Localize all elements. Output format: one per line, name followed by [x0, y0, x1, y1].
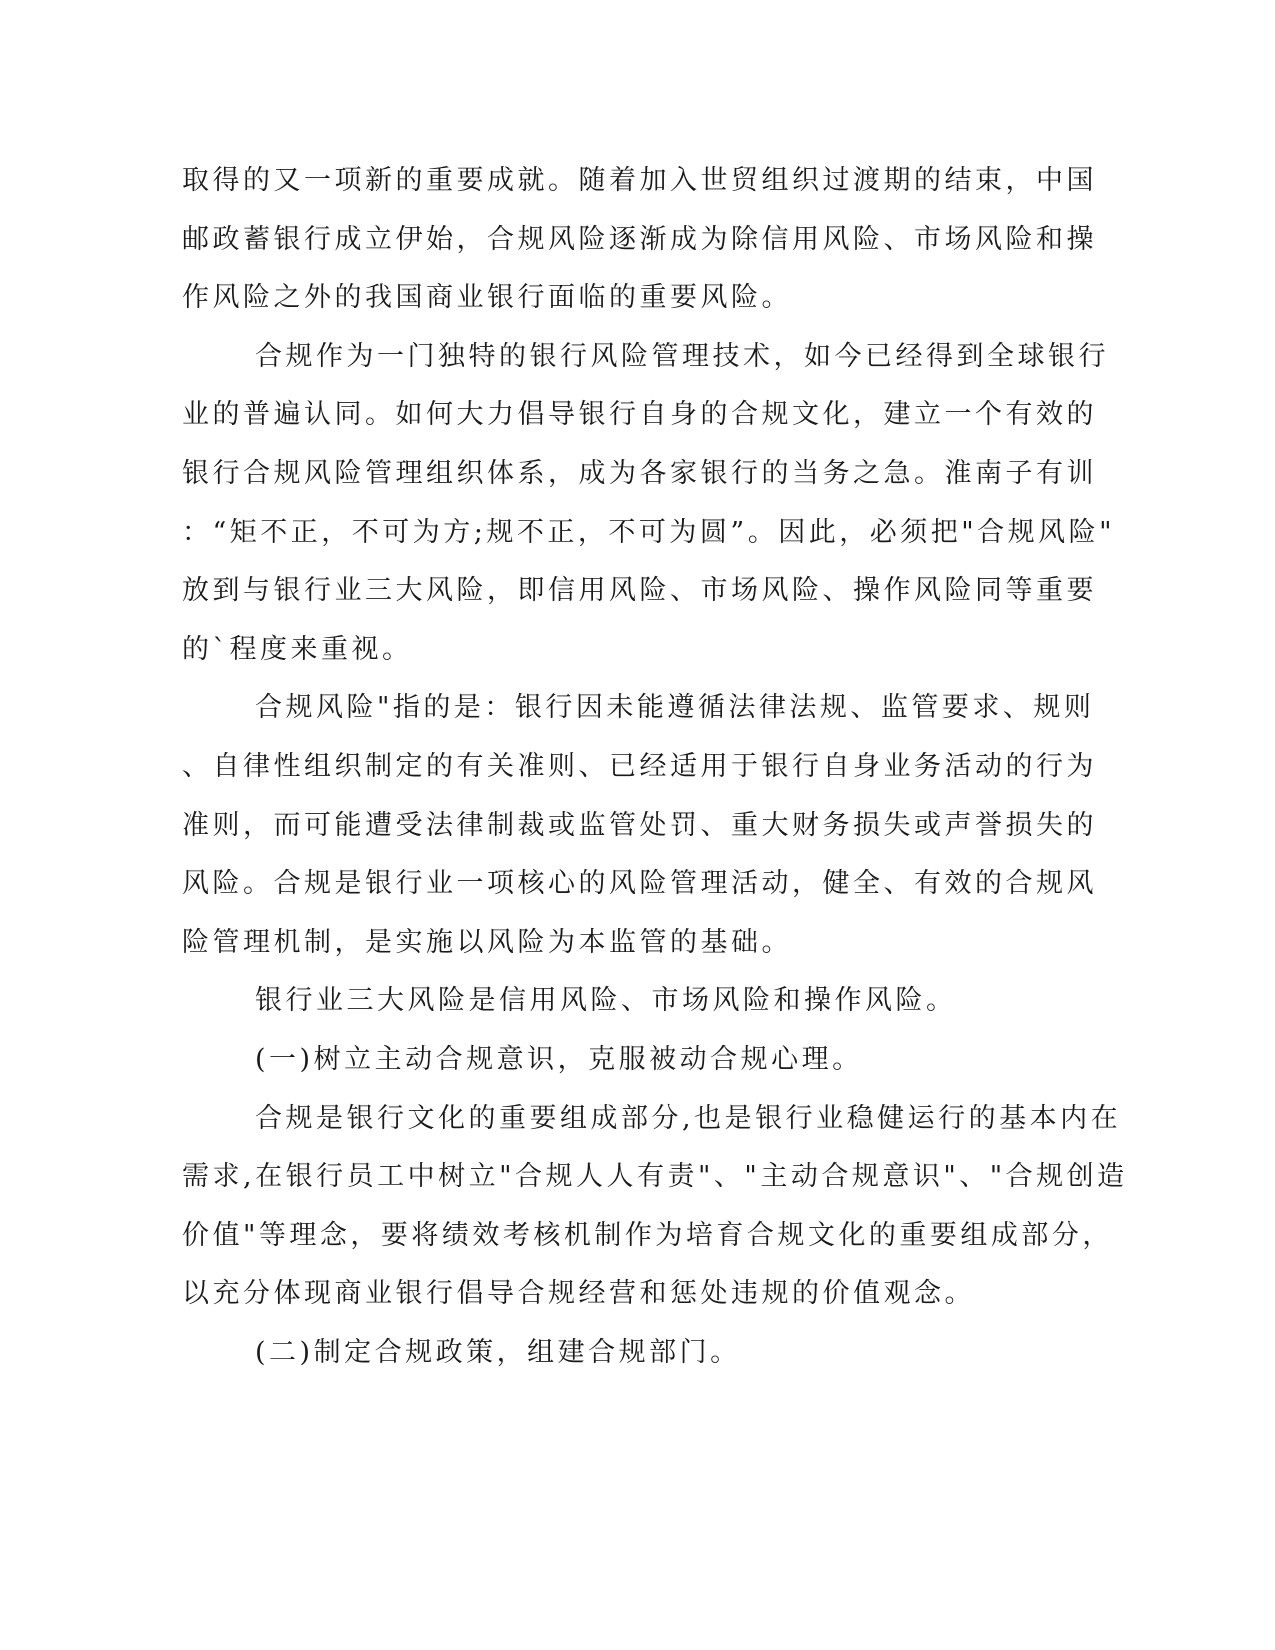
paragraph-5-line-1: (一)树立主动合规意识，克服被动合规心理。	[255, 1044, 863, 1075]
paragraph-1-line-2: 邮政蓄银行成立伊始，合规风险逐渐成为除信用风险、市场风险和操	[182, 224, 1097, 255]
paragraph-3-line-1: 合规风险"指的是：银行因未能遵循法律法规、监管要求、规则	[255, 692, 1095, 723]
paragraph-7-line-1: (二)制定合规政策，组建合规部门。	[255, 1337, 741, 1368]
paragraph-3-line-2: 、自律性组织制定的有关准则、已经适用于银行自身业务活动的行为	[182, 751, 1097, 782]
paragraph-6-line-2: 需求,在银行员工中树立"合规人人有责"、"主动合规意识"、"合规创造	[182, 1161, 1128, 1192]
paragraph-2-line-2: 业的普遍认同。如何大力倡导银行自身的合规文化，建立一个有效的	[182, 399, 1097, 430]
paragraph-6-line-3: 价值"等理念，要将绩效考核机制作为培育合规文化的重要组成部分，	[182, 1220, 1113, 1251]
paragraph-2-line-5: 放到与银行业三大风险，即信用风险、市场风险、操作风险同等重要	[182, 575, 1097, 606]
paragraph-6-line-4: 以充分体现商业银行倡导合规经营和惩处违规的价值观念。	[182, 1278, 975, 1309]
paragraph-6-line-1: 合规是银行文化的重要组成部分,也是银行业稳健运行的基本内在	[255, 1103, 1122, 1134]
paragraph-4-line-1: 银行业三大风险是信用风险、市场风险和操作风险。	[255, 985, 957, 1016]
paragraph-1-line-3: 作风险之外的我国商业银行面临的重要风险。	[182, 282, 792, 313]
paragraph-2-line-1: 合规作为一门独特的银行风险管理技术，如今已经得到全球银行	[255, 341, 1109, 372]
paragraph-1-line-1: 取得的又一项新的重要成就。随着加入世贸组织过渡期的结束，中国	[182, 165, 1097, 196]
paragraph-3-line-4: 风险。合规是银行业一项核心的风险管理活动，健全、有效的合规风	[182, 868, 1097, 899]
paragraph-2-line-4: ：“矩不正，不可为方;规不正，不可为圆”。因此，必须把"合规风险"	[182, 517, 1116, 548]
paragraph-2-line-3: 银行合规风险管理组织体系，成为各家银行的当务之急。淮南子有训	[182, 458, 1097, 489]
paragraph-3-line-3: 准则，而可能遭受法律制裁或监管处罚、重大财务损失或声誉损失的	[182, 810, 1097, 841]
paragraph-2-line-6: 的`程度来重视。	[182, 634, 413, 665]
paragraph-3-line-5: 险管理机制，是实施以风险为本监管的基础。	[182, 927, 792, 958]
